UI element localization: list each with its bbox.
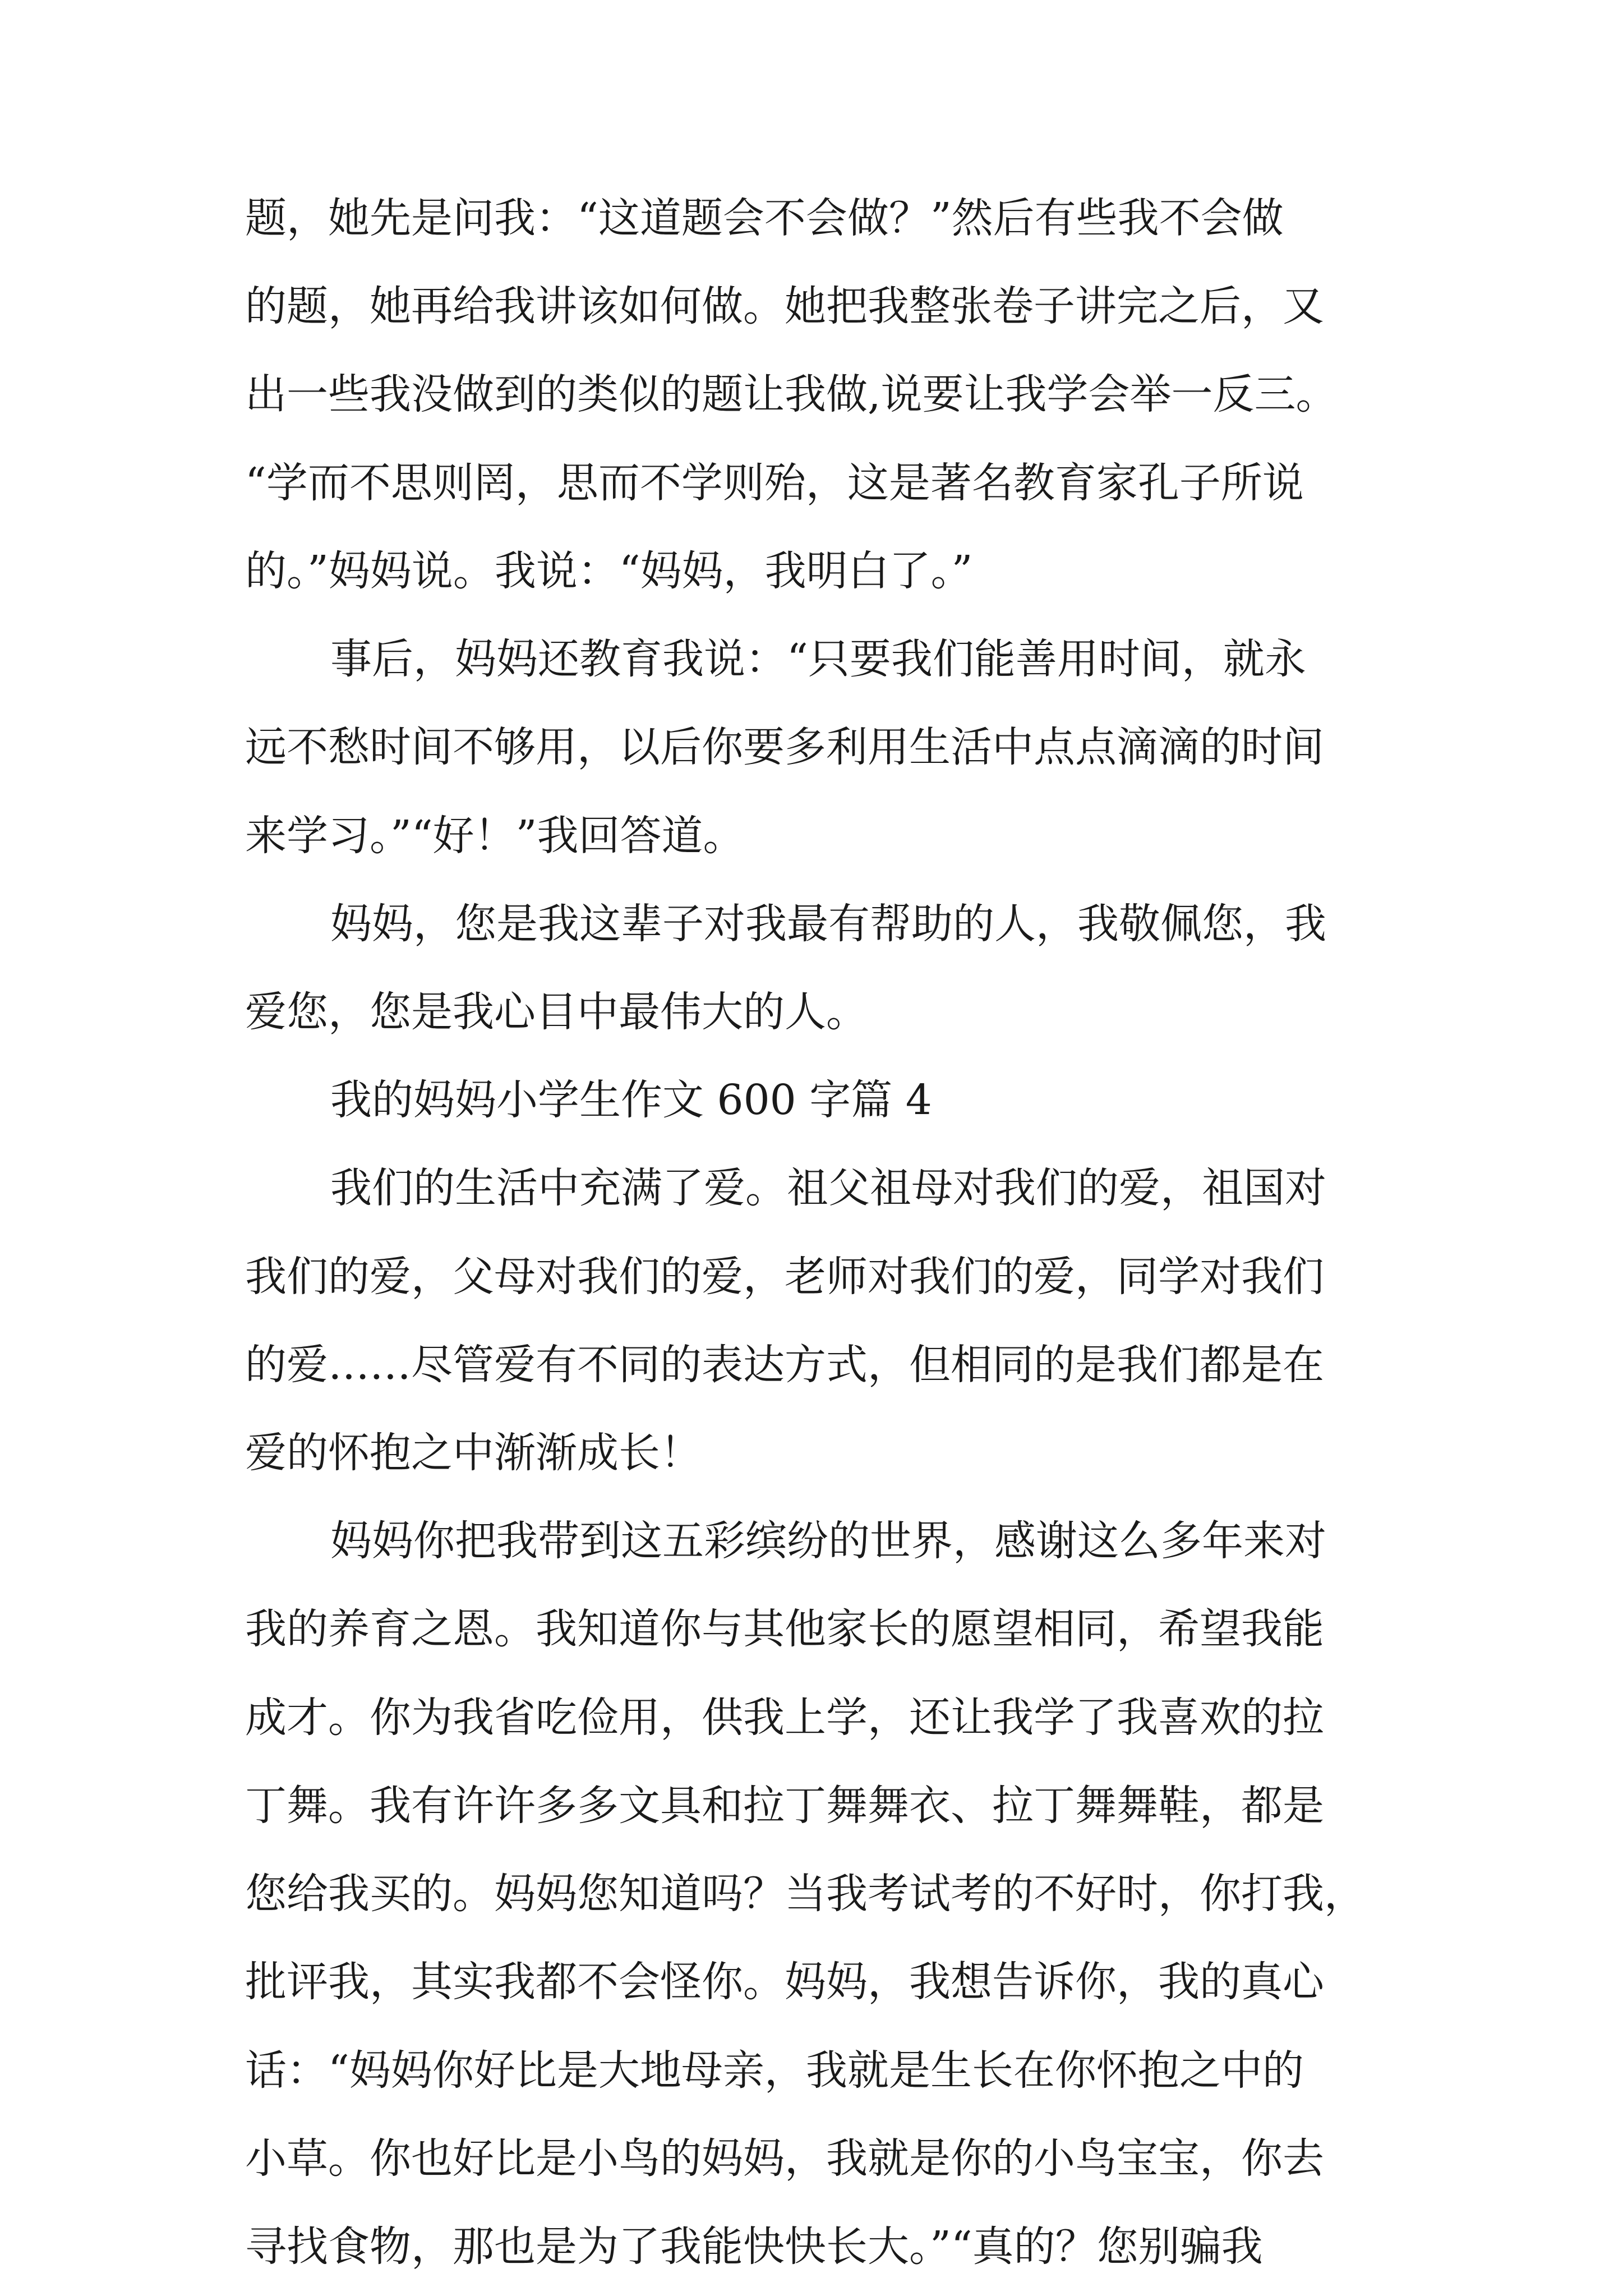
section-heading: 我的妈妈小学生作文 600 字篇 4: [330, 1076, 932, 1124]
text-line: 您给我买的。妈妈您知道吗？当我考试考的不好时，你打我，: [245, 1870, 1366, 1918]
text-line: 我们的生活中充满了爱。祖父祖母对我们的爱，祖国对: [330, 1164, 1326, 1212]
text-line: 题，她先是问我：“这道题会不会做？”然后有些我不会做: [245, 194, 1284, 242]
text-line: 爱您，您是我心目中最伟大的人。: [245, 988, 868, 1036]
text-line: 来学习。”“好！”我回答道。: [245, 812, 745, 860]
text-line: “学而不思则罔，思而不学则殆，这是著名教育家孔子所说: [245, 459, 1304, 507]
text-line: 小草。你也好比是小鸟的妈妈，我就是你的小鸟宝宝，你去: [245, 2134, 1324, 2183]
text-line: 的。”妈妈说。我说：“妈妈，我明白了。”: [245, 547, 973, 595]
text-line: 我的养育之恩。我知道你与其他家长的愿望相同，希望我能: [245, 1605, 1324, 1653]
text-line: 妈妈，您是我这辈子对我最有帮助的人，我敬佩您，我: [330, 900, 1326, 948]
text-line: 的爱……尽管爱有不同的表达方式，但相同的是我们都是在: [245, 1341, 1324, 1389]
text-line: 妈妈你把我带到这五彩缤纷的世界，感谢这么多年来对: [330, 1517, 1326, 1565]
text-line: 成才。你为我省吃俭用，供我上学，还让我学了我喜欢的拉: [245, 1694, 1324, 1742]
text-line: 寻找食物，那也是为了我能快快长大。”“真的？您别骗我: [245, 2223, 1263, 2271]
text-line: 的题，她再给我讲该如何做。她把我整张卷子讲完之后，又: [245, 282, 1324, 330]
text-line: 我们的爱，父母对我们的爱，老师对我们的爱，同学对我们: [245, 1253, 1324, 1301]
text-line: 批评我，其实我都不会怪你。妈妈，我想告诉你，我的真心: [245, 1958, 1324, 2006]
text-line: 事后，妈妈还教育我说：“只要我们能善用时间，就永: [330, 635, 1306, 683]
text-line: 远不愁时间不够用，以后你要多利用生活中点点滴滴的时间: [245, 723, 1324, 771]
text-line: 出一些我没做到的类似的题让我做,说要让我学会举一反三。: [245, 370, 1338, 418]
text-line: 话：“妈妈你好比是大地母亲，我就是生长在你怀抱之中的: [245, 2046, 1304, 2095]
text-line: 丁舞。我有许许多多文具和拉丁舞舞衣、拉丁舞舞鞋，都是: [245, 1782, 1324, 1830]
text-line: 爱的怀抱之中渐渐成长！: [245, 1429, 702, 1477]
